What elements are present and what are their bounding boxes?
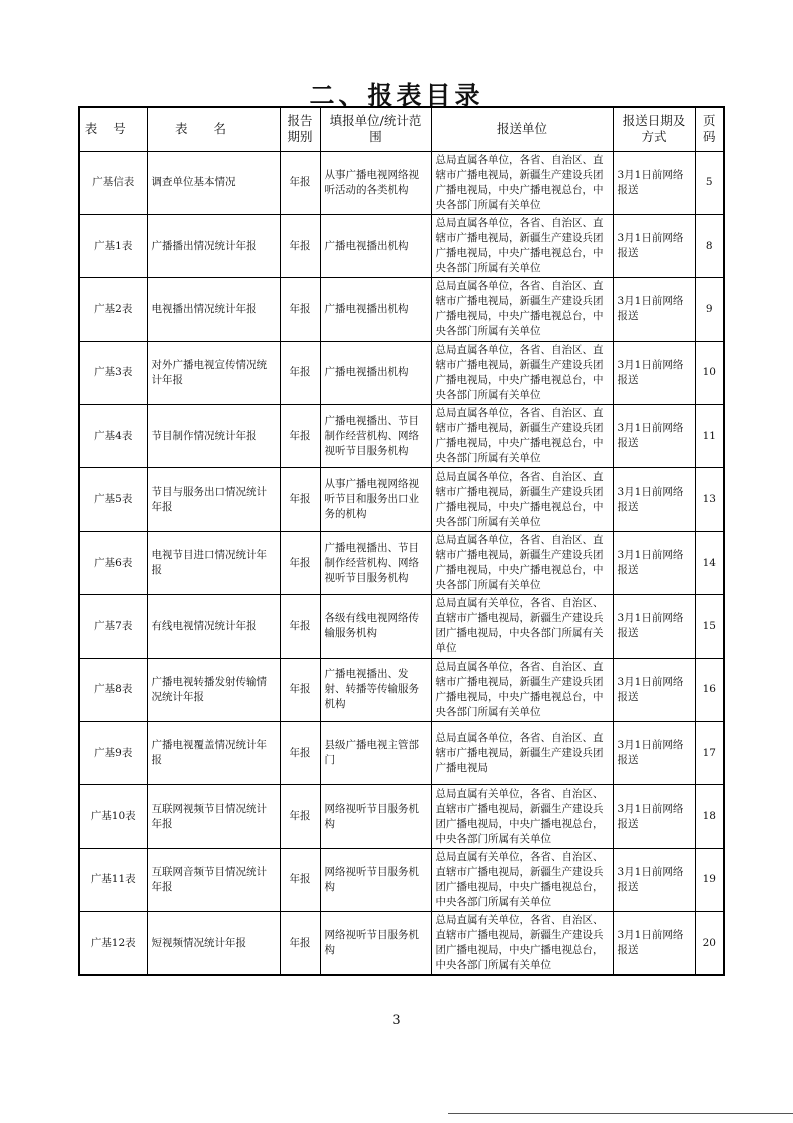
row-code: 广基7表 (79, 595, 147, 658)
row-date-method: 3月1日前网络报送 (613, 341, 695, 404)
row-recipient: 总局直属有关单位，各省、自治区、直辖市广播电视局，新疆生产建设兵团广播电视局，中央广播电视总台，中央各部门所属有关单位 (431, 785, 613, 848)
row-name: 有线电视情况统计年报 (147, 595, 280, 658)
row-name: 对外广播电视宣传情况统计年报 (147, 341, 280, 404)
row-recipient: 总局直属各单位，各省、自治区、直辖市广播电视局，新疆生产建设兵团广播电视局，中央广播电视总台，中央各部门所属有关单位 (431, 151, 613, 214)
row-period: 年报 (280, 848, 320, 911)
row-date-method: 3月1日前网络报送 (613, 848, 695, 911)
row-period: 年报 (280, 341, 320, 404)
row-recipient: 总局直属各单位，各省、自治区、直辖市广播电视局，新疆生产建设兵团广播电视局，中央广播电视总台，中央各部门所属有关单位 (431, 405, 613, 468)
table-row (79, 278, 724, 341)
row-page: 9 (695, 278, 724, 341)
table-header-row (79, 107, 724, 151)
row-name: 节目制作情况统计年报 (147, 405, 280, 468)
row-code: 广基6表 (79, 531, 147, 594)
row-recipient: 总局直属各单位，各省、自治区、直辖市广播电视局，新疆生产建设兵团广播电视局，中央广播电视总台，中央各部门所属有关单位 (431, 214, 613, 277)
header-period: 报告期别 (280, 107, 320, 151)
row-date-method: 3月1日前网络报送 (613, 658, 695, 721)
row-recipient: 总局直属各单位，各省、自治区、直辖市广播电视局，新疆生产建设兵团广播电视局，中央广播电视总台，中央各部门所属有关单位 (431, 278, 613, 341)
row-date-method: 3月1日前网络报送 (613, 405, 695, 468)
table-row (79, 214, 724, 277)
row-scope: 网络视听节目服务机构 (320, 912, 431, 975)
row-scope: 各级有线电视网络传输服务机构 (320, 595, 431, 658)
row-period: 年报 (280, 151, 320, 214)
row-page: 16 (695, 658, 724, 721)
row-code: 广基10表 (79, 785, 147, 848)
row-name: 调查单位基本情况 (147, 151, 280, 214)
row-code: 广基4表 (79, 405, 147, 468)
table-row (79, 341, 724, 404)
row-period: 年报 (280, 912, 320, 975)
row-recipient: 总局直属有关单位，各省、自治区、直辖市广播电视局，新疆生产建设兵团广播电视局，中央广播电视总台，中央各部门所属有关单位 (431, 912, 613, 975)
header-recipient: 报送单位 (431, 107, 613, 151)
row-page: 20 (695, 912, 724, 975)
row-scope: 广播电视播出、节目制作经营机构、网络视听节目服务机构 (320, 405, 431, 468)
row-scope: 广播电视播出、发射、转播等传输服务机构 (320, 658, 431, 721)
row-scope: 从事广播电视网络视听活动的各类机构 (320, 151, 431, 214)
row-recipient: 总局直属有关单位，各省、自治区、直辖市广播电视局，新疆生产建设兵团广播电视局，中央各部门所属有关单位 (431, 595, 613, 658)
row-period: 年报 (280, 531, 320, 594)
row-date-method: 3月1日前网络报送 (613, 785, 695, 848)
table-row (79, 468, 724, 531)
row-page: 8 (695, 214, 724, 277)
row-scope: 广播电视播出、节目制作经营机构、网络视听节目服务机构 (320, 531, 431, 594)
header-code: 表号 (79, 107, 147, 151)
row-name: 节目与服务出口情况统计年报 (147, 468, 280, 531)
row-name: 短视频情况统计年报 (147, 912, 280, 975)
row-date-method: 3月1日前网络报送 (613, 214, 695, 277)
row-period: 年报 (280, 658, 320, 721)
row-page: 17 (695, 722, 724, 785)
row-code: 广基3表 (79, 341, 147, 404)
table-row (79, 658, 724, 721)
row-recipient: 总局直属各单位，各省、自治区、直辖市广播电视局，新疆生产建设兵团广播电视局 (431, 722, 613, 785)
row-date-method: 3月1日前网络报送 (613, 722, 695, 785)
table-row (79, 722, 724, 785)
row-code: 广基12表 (79, 912, 147, 975)
row-name: 广播电视覆盖情况统计年报 (147, 722, 280, 785)
row-scope: 网络视听节目服务机构 (320, 785, 431, 848)
row-period: 年报 (280, 405, 320, 468)
table-row (79, 848, 724, 911)
row-name: 互联网视频节目情况统计年报 (147, 785, 280, 848)
page-number: 3 (392, 1013, 401, 1028)
row-code: 广基1表 (79, 214, 147, 277)
row-code: 广基8表 (79, 658, 147, 721)
row-name: 电视节目进口情况统计年报 (147, 531, 280, 594)
table-row (79, 531, 724, 594)
table-row (79, 595, 724, 658)
row-scope: 广播电视播出机构 (320, 214, 431, 277)
row-name: 电视播出情况统计年报 (147, 278, 280, 341)
row-scope: 县级广播电视主管部门 (320, 722, 431, 785)
header-name: 表名 (147, 107, 280, 151)
row-name: 广播播出情况统计年报 (147, 214, 280, 277)
row-period: 年报 (280, 785, 320, 848)
row-page: 19 (695, 848, 724, 911)
header-page: 页码 (695, 107, 724, 151)
page-title: 二、报表目录 (309, 81, 484, 110)
row-date-method: 3月1日前网络报送 (613, 468, 695, 531)
row-scope: 广播电视播出机构 (320, 341, 431, 404)
row-code: 广基11表 (79, 848, 147, 911)
table-row (79, 912, 724, 975)
row-recipient: 总局直属各单位，各省、自治区、直辖市广播电视局，新疆生产建设兵团广播电视局，中央广播电视总台，中央各部门所属有关单位 (431, 658, 613, 721)
row-recipient: 总局直属各单位，各省、自治区、直辖市广播电视局，新疆生产建设兵团广播电视局，中央广播电视总台，中央各部门所属有关单位 (431, 468, 613, 531)
row-code: 广基5表 (79, 468, 147, 531)
footer-divider (448, 1113, 793, 1114)
row-period: 年报 (280, 278, 320, 341)
row-name: 互联网音频节目情况统计年报 (147, 848, 280, 911)
row-period: 年报 (280, 214, 320, 277)
row-page: 10 (695, 341, 724, 404)
row-scope: 广播电视播出机构 (320, 278, 431, 341)
row-code: 广基2表 (79, 278, 147, 341)
row-page: 18 (695, 785, 724, 848)
row-recipient: 总局直属各单位，各省、自治区、直辖市广播电视局，新疆生产建设兵团广播电视局，中央广播电视总台，中央各部门所属有关单位 (431, 341, 613, 404)
row-recipient: 总局直属各单位，各省、自治区、直辖市广播电视局，新疆生产建设兵团广播电视局，中央广播电视总台，中央各部门所属有关单位 (431, 531, 613, 594)
row-page: 13 (695, 468, 724, 531)
row-code: 广基信表 (79, 151, 147, 214)
header-date-method: 报送日期及方式 (613, 107, 695, 151)
row-date-method: 3月1日前网络报送 (613, 531, 695, 594)
row-date-method: 3月1日前网络报送 (613, 278, 695, 341)
row-date-method: 3月1日前网络报送 (613, 151, 695, 214)
table-row (79, 405, 724, 468)
report-catalog-table (78, 106, 725, 976)
row-period: 年报 (280, 595, 320, 658)
row-period: 年报 (280, 722, 320, 785)
row-period: 年报 (280, 468, 320, 531)
row-date-method: 3月1日前网络报送 (613, 595, 695, 658)
row-date-method: 3月1日前网络报送 (613, 912, 695, 975)
table-row (79, 785, 724, 848)
table-row (79, 151, 724, 214)
row-page: 5 (695, 151, 724, 214)
row-scope: 从事广播电视网络视听节目和服务出口业务的机构 (320, 468, 431, 531)
header-scope: 填报单位/统计范围 (320, 107, 431, 151)
row-scope: 网络视听节目服务机构 (320, 848, 431, 911)
row-page: 15 (695, 595, 724, 658)
row-recipient: 总局直属有关单位，各省、自治区、直辖市广播电视局，新疆生产建设兵团广播电视局，中央广播电视总台，中央各部门所属有关单位 (431, 848, 613, 911)
row-page: 11 (695, 405, 724, 468)
row-page: 14 (695, 531, 724, 594)
row-name: 广播电视转播发射传输情况统计年报 (147, 658, 280, 721)
row-code: 广基9表 (79, 722, 147, 785)
